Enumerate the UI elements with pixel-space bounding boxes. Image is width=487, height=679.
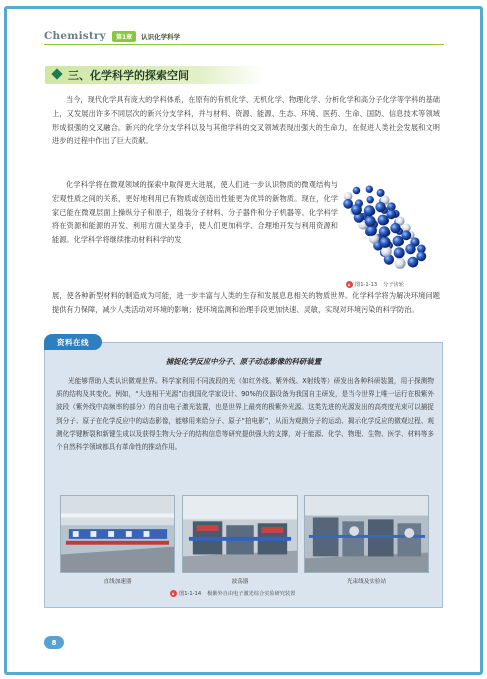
atom-sphere — [405, 244, 415, 254]
atom-sphere — [390, 223, 400, 233]
photo-label: 直线加速器 — [103, 579, 132, 585]
figure-caption-text: 极紫外自由电子激光综合实验研究装置 — [207, 591, 296, 597]
atom-sphere — [366, 186, 373, 193]
atom-sphere — [378, 215, 389, 226]
atom-sphere — [353, 187, 361, 195]
figure-caption — [170, 590, 295, 597]
molecular-gear-figure — [340, 178, 432, 276]
undulator-photo — [182, 495, 298, 573]
body-paragraph-3: 展，使各种新型材料的制造成为可能，进一步丰富与人类的生存和发展息息相关的物质世界。化学科学将为解决环境问题提供有力保障，减少人类活动对环境的影响；使环境监测和治理手段更加快速、灵敏，实现对环境污染的科学防治。 — [52, 291, 440, 314]
figure-number: 图1-1-14 — [179, 591, 202, 597]
atom-sphere — [395, 258, 406, 269]
body-paragraph-2: 化学科学将在微观领域的探索中取得更大进展，使人们进一步认识物质的微观结构与宏观性质之间的关系，更好地利用已有物质或创造出性能更为优异的新物质。现在，化学家已能在微观层面上操纵分子和原子，组装分子材料、分子器件和分子机器等。化学科学将在资源和能源的开发、利用方面大显身手，使人们更加科学、合理地开发与利用资源和能源。化学科学将继续推动材料科学的发 — [52, 180, 338, 245]
linear-accelerator-photo — [60, 495, 175, 573]
page-number: 8 — [44, 636, 64, 649]
atom-sphere — [416, 251, 426, 261]
running-head — [44, 30, 180, 42]
figure-number: 图1-1-13 — [355, 282, 378, 288]
body-paragraph-1: 当今，现代化学具有庞大的学科体系，在原有的有机化学、无机化学、物理化学、分析化学和高分子化学等学科的基础上，又发展出许多不同层次的新兴分支学科，并与材料、资源、能源、生态、环境、医药、生命、国防、信息技术等领域形成很强的交叉融合。新兴的化学分支学科以及与其他学科的交叉领域表现出强大的生命力，在促进人类社会发展和文明进步的过程中作出了巨大贡献。 — [52, 95, 440, 146]
atom-sphere — [375, 202, 385, 212]
atom-sphere — [367, 196, 374, 203]
info-tab: 资料在线 — [44, 334, 102, 350]
atom-sphere — [394, 247, 405, 258]
atom-sphere — [365, 216, 376, 227]
atom-sphere — [381, 246, 392, 257]
triangle-marker-icon — [346, 281, 353, 288]
chapter-title: 认识化学科学 — [141, 32, 181, 41]
atom-sphere — [408, 257, 419, 268]
info-text: 光能够帮助人类认识微观世界。科学家利用不同波段的光（如红外线、紫外线、X射线等）研发出各种科研装置，用于探测物质的结构及其变化。例如，“大连相干光源”由我国化学家设计、90%的仪器设备为我国自主研发，是当今世界上唯一运行在极紫外波段（紫外线中高频率的部分）的自由电子激光装置，也是世界上最亮的极紫外光源。这类先进的光源发出的高亮度光束可以捕捉到分子、原子在化学反应中的动态影像，能够用来给分子、原子“拍电影”，从而为观测分子的运动、揭示化学反应的微观过程、观测化学键断裂和新键生成以及获得生物大分子的结构信息等研究提供强大的支撑，对于能源、化学、物理、生物、医学、材料等多个自然科学领域都具有革命性的推动作用。 — [56, 377, 434, 452]
section-title: 三、化学科学的探索空间 — [68, 69, 189, 82]
atom-sphere — [393, 236, 404, 247]
chapter-badge: 第1章 — [112, 31, 136, 42]
subject-label: Chemistry — [44, 30, 106, 42]
atom-sphere — [364, 205, 375, 216]
beamline-station-photo — [304, 495, 429, 573]
atom-sphere — [351, 204, 362, 215]
atom-sphere — [379, 226, 390, 237]
photo-label: 波荡器 — [231, 579, 249, 585]
photo-label: 光束线及实验站 — [346, 579, 387, 585]
atom-sphere — [343, 199, 353, 209]
figure-caption — [346, 281, 404, 288]
atom-sphere — [380, 237, 391, 248]
triangle-marker-icon — [170, 590, 177, 597]
figure-caption-text: 分子齿轮 — [383, 282, 404, 288]
atom-sphere — [366, 225, 377, 236]
header-rule — [44, 44, 444, 45]
info-heading: 捕捉化学反应中分子、原子动态影像的科研装置 — [165, 357, 322, 366]
